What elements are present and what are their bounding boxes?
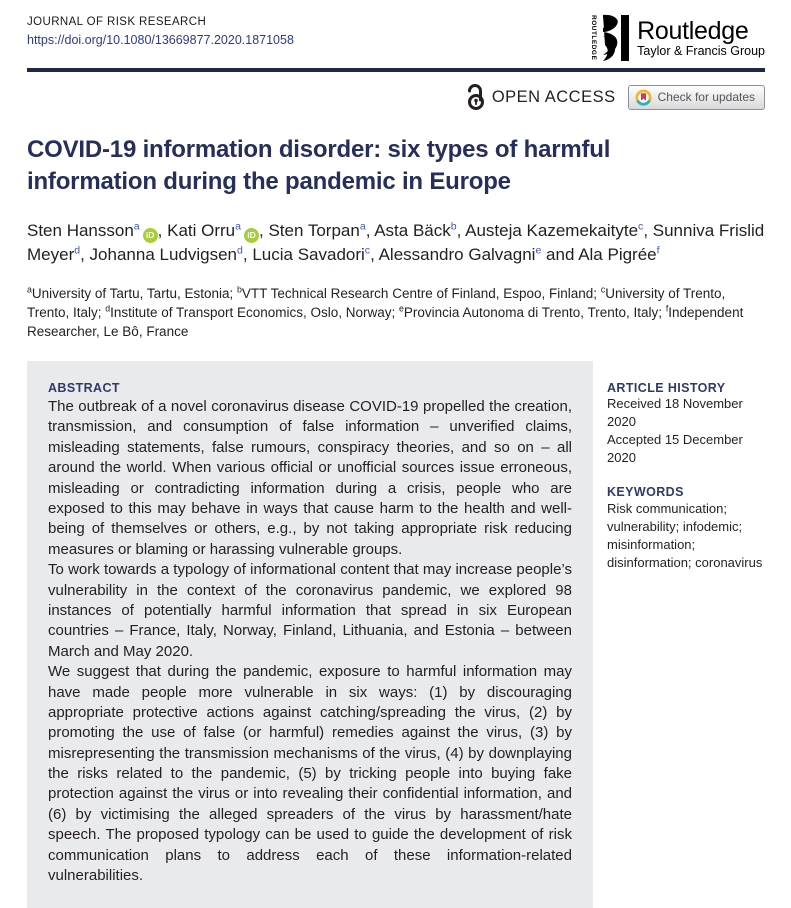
publisher-logo [590,14,765,62]
page-header [27,14,765,62]
crossmark-icon [635,89,652,106]
orcid-icon[interactable]: iD [244,228,259,243]
author-name: Sten Torpan$^a$ [268,220,366,241]
open-access-label: OPEN ACCESS [491,87,616,106]
affiliation-superscript: c [600,284,606,295]
author-affiliation-superscript: a [235,220,241,233]
abstract-heading: ABSTRACT [48,381,120,396]
author-affiliation-superscript: a [133,220,140,233]
author-affiliation-superscript: d [237,244,243,257]
header-rule [27,68,765,72]
author-affiliation-superscript: f [656,244,660,257]
article-history-block [607,381,765,467]
keywords-block [607,485,765,572]
article-meta-sidebar [607,361,765,572]
abstract-paragraph: We suggest that during the pandemic, exposure to harmful information may have made people more vulnerable in six ways: (1) by discouraging appropriate protective actions against catching/spreading the virus, (2) by promoting the use of false (or harmful) remedies against the virus, (3) by misrepresenting the transmission mechanisms of the virus, (4) by downplaying the risks related to the pandemic, (5) by tricking people into buying fake protection against the virus or into revealing their confidential information, and (6) by victimising the alleged spreaders of the virus by harassment/hate speech. The proposed typology can be used to guide the development of risk communication plans to address each of these information-related vulnerabilities. [48,663,572,885]
journal-name: JOURNAL OF RISK RESEARCH [27,16,207,28]
abstract-body [48,397,572,886]
access-row [27,84,765,110]
publisher-name: Routledge [637,16,749,45]
affiliation-superscript: a [27,284,32,295]
affiliation-list: $^a$University of Tartu, Tartu, Estonia; $^b$VTT Technical Research Centre of Finland, Espoo, Finland; $^c$University of Trento, Trento, Italy; $^d$Institute of Transport Economics, Oslo, Norway; $^e$Provincia Autonoma di Trento, Trento, Italy; $^f$Independent Researcher, Le Bô, France [27,284,744,339]
journal-identity [27,14,294,49]
author-name: Alessandro Galvagni$^e$ [378,244,542,265]
author-name: Austeja Kazemekaityte$^c$ [465,220,644,241]
publisher-group: Taylor & Francis Group [637,44,765,59]
routledge-r-mark-icon [601,14,631,62]
doi-link[interactable]: https://doi.org/10.1080/13669877.2020.1871058 [27,33,294,47]
author-name: Asta Bäck$^b$ [374,220,457,241]
abstract-box [27,361,593,908]
received-date: Received 18 November 2020 [607,396,743,429]
author-list: Sten Hansson$^a$iD , Kati Orru$^a$iD , Sten Torpan$^a$, Asta Bäck$^b$, Austeja Kazemekaityte$^c$, Sunniva Frislid Meyer$^d$, Johanna Ludvigsen$^d$, Lucia Savadori$^c$, Alessandro Galvagni$^e$ and Ala Pigrée$^f$ [27,220,765,265]
check-for-updates-button[interactable] [628,85,765,110]
affiliation-superscript: b [236,284,242,295]
abstract-paragraph: The outbreak of a novel coronavirus disease COVID-19 propelled the creation, transmission, and consumption of false information – unverified claims, misleading statements, false rumours, conspiracy theories, and so on – all around the world. When various official or unofficial sources issue erroneous, misleading or contradicting information during a crisis, people who are exposed to this may behave in ways that cause harm to the health and well-being of themselves or others, e.g., by not taking appropriate risk reducing measures or blaming or harassing vulnerable groups. [48,398,572,558]
author-affiliation-superscript: e [535,244,542,257]
author-affiliation-superscript: c [638,220,644,233]
author-affiliation-superscript: b [450,220,457,233]
affiliation-superscript: e [399,303,404,314]
author-name: Kati Orru$^a$ [167,220,241,241]
publisher-names [635,18,765,58]
article-history-heading: ARTICLE HISTORY [607,381,726,396]
affiliation-superscript: f [665,303,669,314]
abstract-paragraph: To work towards a typology of informational content that may increase people’s vulnerability in the context of the coronavirus pandemic, we explored 98 instances of potentially harmful information that spread in six European countries – France, Italy, Norway, Finland, Lithuania, and Estonia – between March and May 2020. [48,561,572,660]
affiliation-superscript: d [105,303,111,314]
author-affiliation-superscript: d [74,244,81,257]
author-name: Sunniva Frislid Meyer$^d$ [27,221,765,265]
keywords-text: Risk communication; vulnerability; infodemic; misinformation; disinformation; coronavirus [607,500,763,570]
accepted-date: Accepted 15 December 2020 [607,431,743,465]
author-affiliation-superscript: c [364,244,371,257]
routledge-vertical-text: ROUTLEDGE [590,15,598,61]
orcid-icon[interactable]: iD [143,228,158,243]
content-columns [27,361,765,908]
author-name: Lucia Savadori$^c$ [252,244,371,265]
author-affiliation-superscript: a [359,220,366,233]
open-access [464,84,616,110]
author-name: Ala Pigrée$^f$ [578,244,660,265]
check-for-updates-label: Check for updates [657,90,755,104]
author-name: Sten Hansson$^a$ [27,220,140,241]
open-access-lock-icon [464,84,486,110]
keywords-heading: KEYWORDS [607,484,684,499]
article-title: COVID-19 information disorder: six types of harmful information during the pandemic in Europe [27,136,611,195]
author-name: Johanna Ludvigsen$^d$ [89,244,243,265]
